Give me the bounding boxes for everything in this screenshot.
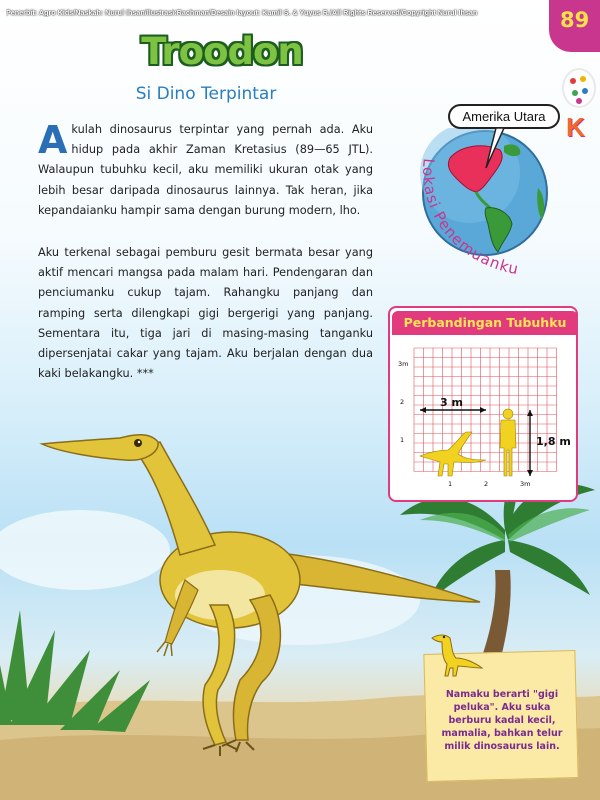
page-number: 89: [560, 8, 590, 32]
paragraph-intro: [38, 120, 373, 221]
human-height-label: 1,8 m: [536, 435, 571, 448]
region-label: Amerika Utara: [448, 104, 560, 129]
y-tick-3: 3m: [398, 360, 409, 368]
dino-length-label: 3 m: [440, 396, 463, 409]
fact-box-text: Namaku berarti "gigi peluka". Aku suka berburu kadal kecil, mamalia, bahkan telur milik dinosaurus lain.: [441, 689, 563, 752]
y-tick-2: 2: [400, 398, 405, 406]
location-caption-text: Lokasi Penemuanku: [419, 157, 521, 279]
page-title: Troodon: [141, 30, 303, 73]
publisher-k-logo: K: [566, 112, 585, 142]
size-chart-grid: [390, 340, 576, 494]
x-tick-1: 1: [448, 480, 453, 488]
publisher-credits: Penerbit: Agro Kids/Naskah: Nurul Ihsan/Ilustrasi:Rachman/Desain layout: Kamil S. & Yuyus R./All Rights Reserved/Copyright Nurul Ihsan: [6, 8, 478, 17]
svg-text:Lokasi Penemuanku: [419, 158, 521, 279]
y-tick-1: 1: [400, 436, 405, 444]
human-silhouette: [500, 409, 516, 476]
drop-cap: A: [38, 118, 68, 162]
x-tick-2: 2: [484, 480, 489, 488]
series-logo: [562, 68, 596, 108]
paragraph-hunting: Aku terkenal sebagai pemburu gesit bermata besar yang aktif mencari mangsa pada malam hari. Pendengaran dan penciumanku cukup tajam. Rahangku panjang dan ramping serta dilengkapi gigi bergerigi yang panjang. Sementara itu, tiga jari di masing-masing tanganku dipersenjatai cakar yang tajam. Aku berjalan dengan dua kaki belakangku. ***: [38, 246, 373, 381]
dino-silhouette: [420, 432, 486, 476]
location-caption: [392, 150, 552, 290]
page-subtitle: Si Dino Terpintar: [135, 84, 277, 104]
fact-box-dino-icon: [428, 628, 484, 678]
size-chart-title: Perbandingan Tubuhku: [392, 311, 578, 335]
x-tick-3: 3m: [520, 480, 531, 488]
paragraph-intro-text: kulah dinosaurus terpintar yang pernah ada. Aku hidup pada akhir Zaman Kretasius (89—65 JTL). Walaupun tubuhku kecil, aku memiliki ukuran otak yang lebih besar daripada dinosaurus lainnya. Tak heran, jika kepandaianku hampir sama dengan burung modern, lho.: [38, 123, 373, 217]
